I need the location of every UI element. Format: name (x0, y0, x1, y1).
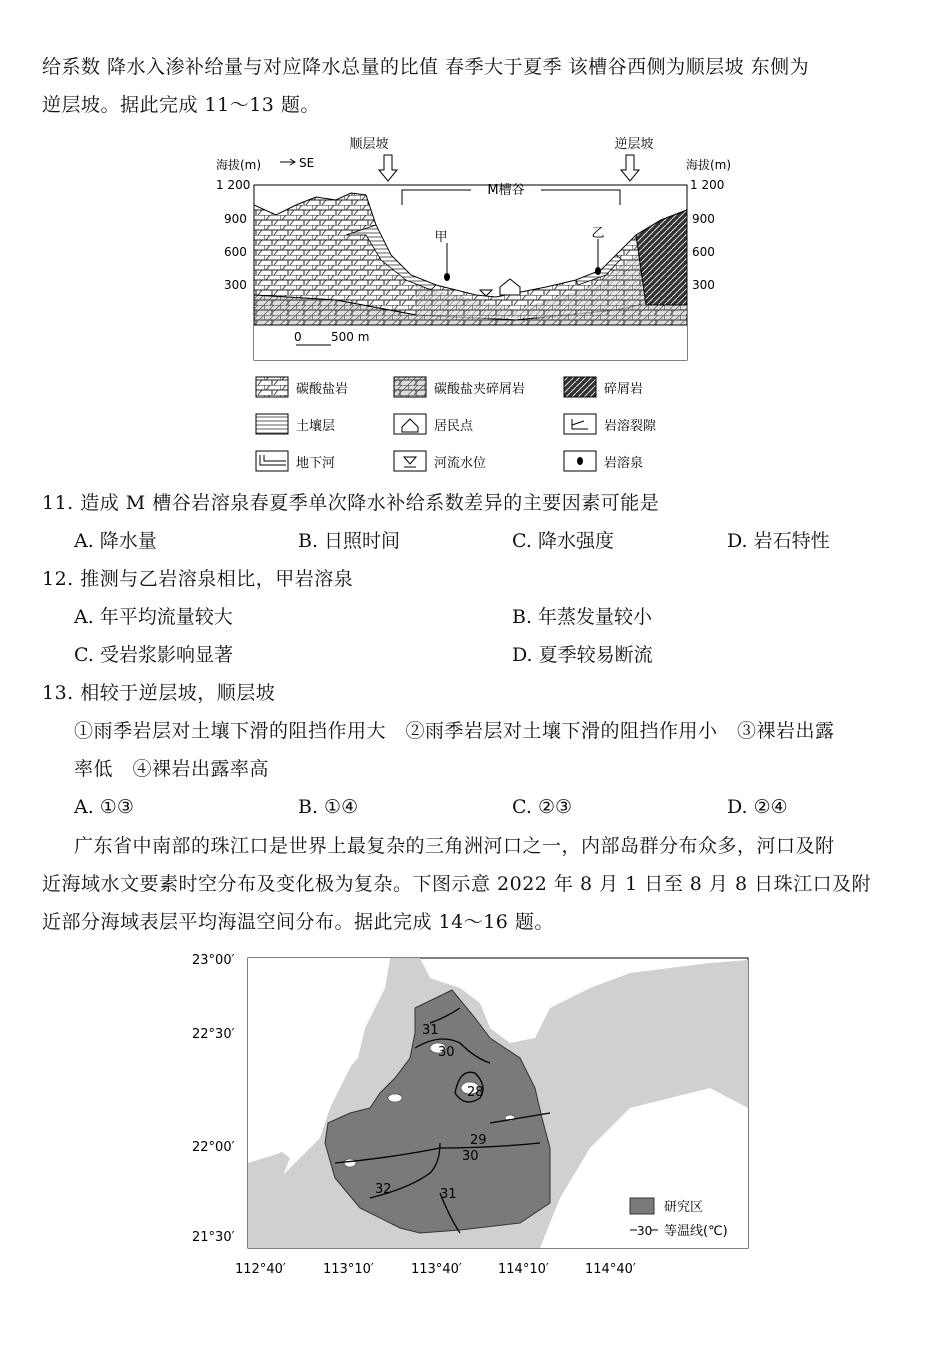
isotherm-label-32: 32 (375, 1182, 392, 1197)
lon-113-40: 113°40′ (411, 1262, 462, 1277)
label-ni-slope: 逆层坡 (614, 137, 654, 152)
q13-stem: 13. 相较于逆层坡，顺层坡 (42, 682, 276, 704)
isotherm-label-31-north: 31 (422, 1023, 439, 1038)
q12-option-d[interactable]: D. 夏季较易断流 (512, 644, 653, 666)
tick-right-1200: 1 200 (690, 178, 725, 192)
lat-23-00: 23°00′ (192, 953, 235, 968)
q13-option-b[interactable]: B. ①④ (298, 796, 359, 818)
spring-jia-label: 甲 (434, 230, 448, 245)
legend-river-level: 河流水位 (434, 456, 487, 471)
legend-carbonate-clastic: 碳酸盐夹碎屑岩 (434, 382, 526, 397)
legend-soil: 土壤层 (296, 419, 336, 434)
isotherm-label-29: 29 (470, 1133, 487, 1148)
q12-option-a[interactable]: A. 年平均流量较大 (74, 606, 233, 628)
spring-yi-label: 乙 (591, 226, 605, 241)
q12-stem: 12. 推测与乙岩溶泉相比，甲岩溶泉 (42, 568, 354, 590)
legend-settlement: 居民点 (434, 419, 474, 434)
legend-karst-fissure: 岩溶裂隙 (604, 419, 657, 434)
lat-21-30: 21°30′ (192, 1230, 235, 1245)
q13-statements-line-2: 率低 ④裸岩出露率高 (74, 758, 270, 780)
tick-right-900: 900 (692, 212, 715, 226)
spring-yi-marker (595, 267, 601, 275)
label-m-valley: M槽谷 (487, 183, 525, 198)
axis-right-label: 海拔(m) (686, 158, 732, 172)
legend-karst-spring: 岩溶泉 (604, 456, 644, 471)
legend-isotherm-number: 30 (637, 1224, 653, 1238)
tick-right-300: 300 (692, 278, 715, 292)
legend-carbonate: 碳酸盐岩 (296, 382, 349, 397)
q12-option-b[interactable]: B. 年蒸发量较小 (512, 606, 653, 628)
direction-label: SE (299, 156, 315, 170)
q11-option-c[interactable]: C. 降水强度 (512, 530, 614, 552)
q13-option-c[interactable]: C. ②③ (512, 796, 573, 818)
isotherm-label-30-south: 30 (462, 1149, 479, 1164)
passage2-line-1: 广东省中南部的珠江口是世界上最复杂的三角洲河口之一，内部岛群分布众多，河口及附 (74, 835, 835, 857)
settlement-marker (500, 279, 520, 295)
axis-left-label: 海拔(m) (216, 158, 262, 172)
isotherm-label-31-south: 31 (440, 1187, 457, 1202)
tick-left-900: 900 (224, 212, 247, 226)
legend (256, 377, 657, 471)
tick-left-300: 300 (224, 278, 247, 292)
lon-114-40: 114°40′ (585, 1262, 636, 1277)
lon-114-10: 114°10′ (498, 1262, 549, 1277)
isotherm-label-30-north: 30 (438, 1045, 455, 1060)
lon-113-10: 113°10′ (323, 1262, 374, 1277)
sst-map-figure (190, 948, 755, 1278)
tick-left-600: 600 (224, 245, 247, 259)
passage2-line-2: 近海域水文要素时空分布及变化极为复杂。下图示意 2022 年 8 月 1 日至 8 月 8 日珠江口及附 (42, 873, 872, 895)
legend-study-area: 研究区 (664, 1200, 704, 1215)
scale-zero: 0 (294, 330, 302, 344)
valley-cross-section-figure (216, 135, 734, 475)
legend-underground-river: 地下河 (296, 456, 336, 471)
legend-isotherm: 等温线(℃) (664, 1224, 728, 1239)
lon-112-40: 112°40′ (235, 1262, 286, 1277)
q13-option-d[interactable]: D. ②④ (727, 796, 788, 818)
legend-clastic: 碎屑岩 (604, 382, 644, 397)
q11-option-b[interactable]: B. 日照时间 (298, 530, 401, 552)
spring-jia-marker (444, 273, 450, 281)
passage2-line-3: 近部分海域表层平均海温空间分布。据此完成 14～16 题。 (42, 911, 554, 933)
q11-option-d[interactable]: D. 岩石特性 (727, 530, 830, 552)
q11-stem: 11. 造成 M 槽谷岩溶泉春夏季单次降水补给系数差异的主要因素可能是 (42, 492, 660, 514)
intro-line-2: 逆层坡。据此完成 11～13 题。 (42, 94, 320, 116)
isotherm-label-28: 28 (467, 1085, 484, 1100)
lat-22-00: 22°00′ (192, 1140, 235, 1155)
label-shun-slope: 顺层坡 (349, 137, 389, 152)
q11-option-a[interactable]: A. 降水量 (74, 530, 157, 552)
tick-left-1200: 1 200 (216, 178, 251, 192)
q13-statements-line-1: ①雨季岩层对土壤下滑的阻挡作用大 ②雨季岩层对土壤下滑的阻挡作用小 ③裸岩出露 (74, 720, 835, 742)
q12-option-c[interactable]: C. 受岩浆影响显著 (74, 644, 233, 666)
scale-500m: 500 m (331, 330, 370, 344)
tick-right-600: 600 (692, 245, 715, 259)
q13-option-a[interactable]: A. ①③ (74, 796, 134, 818)
intro-line-1: 给系数 降水入渗补给量与对应降水总量的比值 春季大于夏季 该槽谷西侧为顺层坡 东侧为 (42, 56, 810, 78)
lat-22-30: 22°30′ (192, 1027, 235, 1042)
